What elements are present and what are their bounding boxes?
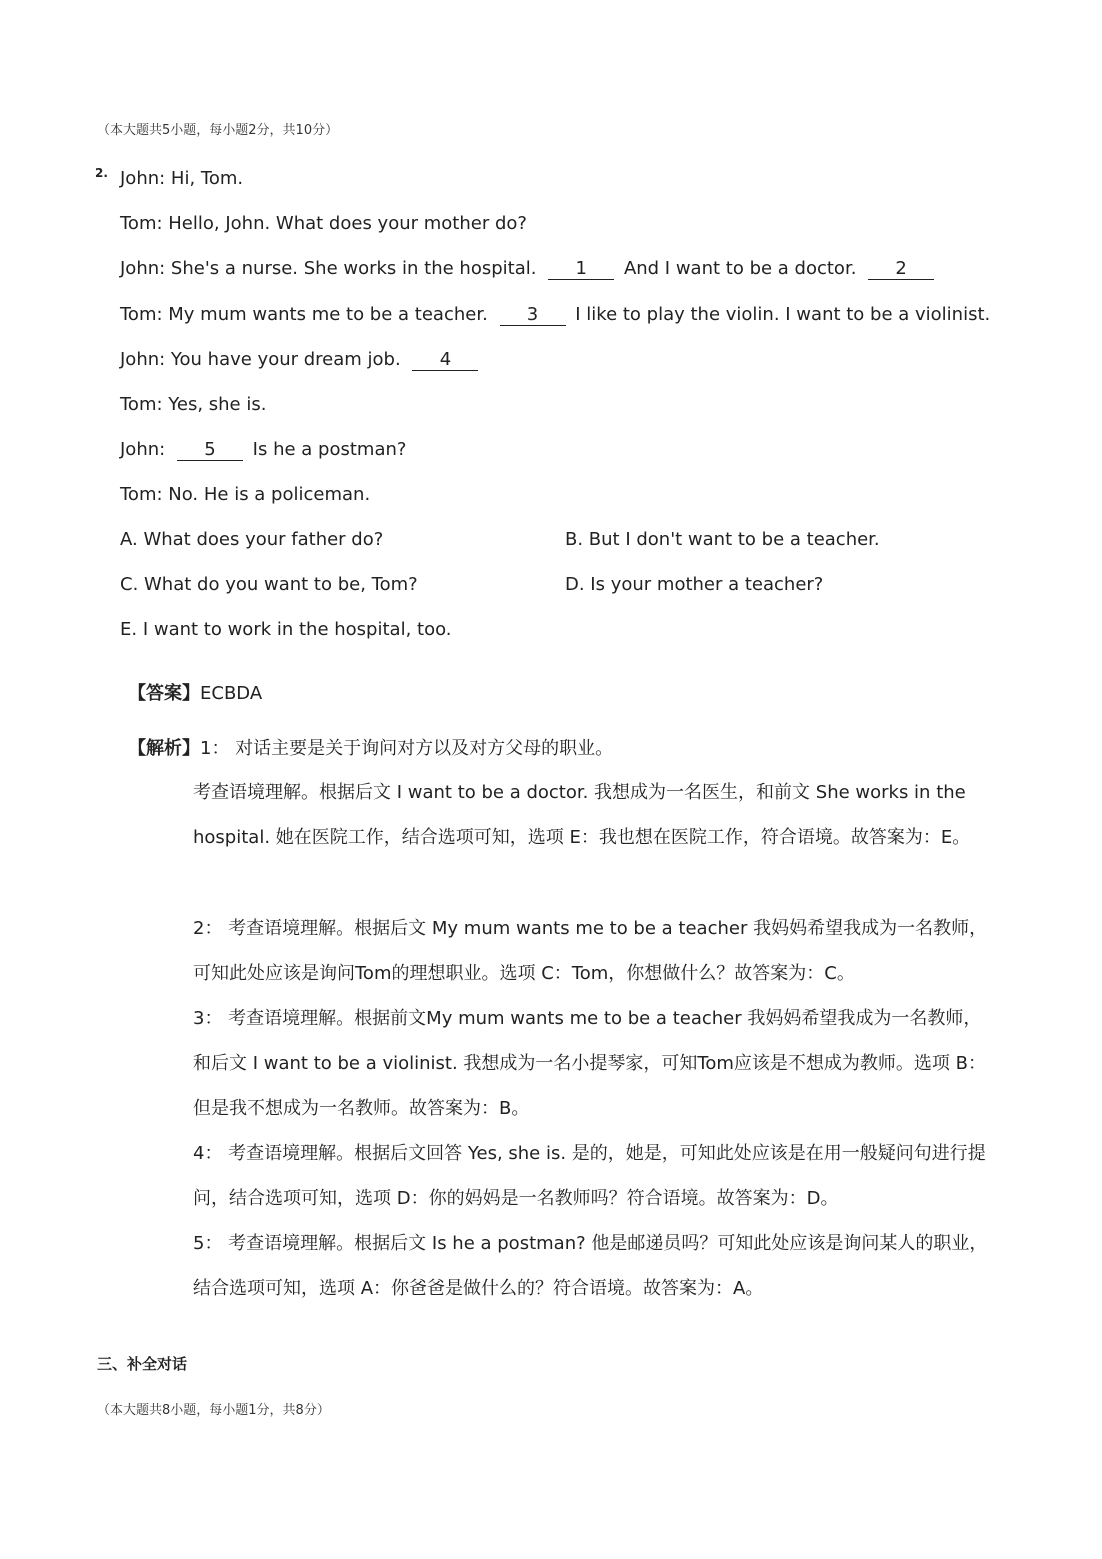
dialogue-text: I like to play the violin. I want to be a violinist. [575,304,991,325]
dialogue-line-5 [120,348,482,372]
dialogue-line-7 [120,438,406,462]
analysis-header [128,737,613,761]
blank-4: 4 [412,350,478,371]
option-c: C. What do you want to be, Tom? [120,574,418,595]
dialogue-text: John: [120,439,166,460]
dialogue-text: Is he a postman? [252,439,407,460]
blank-1: 1 [548,259,614,280]
answer-value: ECBDA [200,683,263,704]
dialogue-line-2: Tom: Hello, John. What does your mother do? [120,213,527,234]
option-a: A. What does your father do? [120,529,384,550]
dialogue-line-4 [120,303,990,327]
dialogue-line-8: Tom: No. He is a policeman. [120,484,371,505]
analysis-intro: 1： 对话主要是关于询问对方以及对方父母的职业。 [200,738,614,759]
dialogue-line-6: Tom: Yes, she is. [120,394,267,415]
dialogue-text: Tom: My mum wants me to be a teacher. [120,304,488,325]
analysis-label: 【解析】 [128,738,200,759]
blank-3: 3 [500,305,566,326]
dialogue-text: John: She's a nurse. She works in the hospital. [120,258,537,279]
section-score-note: （本大题共8小题，每小题1分，共8分） [97,1403,330,1418]
answer-label: 【答案】 [128,683,200,704]
dialogue-text: And I want to be a doctor. [623,258,857,279]
analysis-paragraph-1: 考查语境理解。根据后文 I want to be a doctor. 我想成为一名医生，和前文 She works in the hospital. 她在医院工作，结合选项可知，选项 E：我也想在医院工作，符合语境。故答案为：E。 [193,782,971,848]
analysis-paragraph-4: 4： 考查语境理解。根据后文回答 Yes, she is. 是的，她是，可知此处应该是在用一般疑问句进行提问，结合选项可知，选项 D：你的妈妈是一名教师吗？符合语境。故答案为：D。 [193,1143,986,1209]
option-e: E. I want to work in the hospital, too. [120,619,452,640]
dialogue-line-1: John: Hi, Tom. [120,168,244,189]
score-note: （本大题共5小题，每小题2分，共10分） [97,123,339,138]
question-number: 2. [95,166,108,180]
analysis-paragraph-2: 2： 考查语境理解。根据后文 My mum wants me to be a teacher 我妈妈希望我成为一名教师，可知此处应该是询问Tom的理想职业。选项 C：Tom，你想做什么？故答案为：C。 [193,918,988,984]
dialogue-text: John: You have your dream job. [120,349,401,370]
option-b: B. But I don't want to be a teacher. [565,529,880,550]
dialogue-line-3 [120,257,938,281]
analysis-paragraph-5: 5： 考查语境理解。根据后文 Is he a postman? 他是邮递员吗？可知此处应该是询问某人的职业，结合选项可知，选项 A：你爸爸是做什么的？符合语境。故答案为：A。 [193,1233,988,1299]
option-d: D. Is your mother a teacher? [565,574,824,595]
blank-2: 2 [868,259,934,280]
analysis-paragraph-3: 3： 考查语境理解。根据前文My mum wants me to be a teacher 我妈妈希望我成为一名教师，和后文 I want to be a violinist. 我想成为一名小提琴家，可知Tom应该是不想成为教师。选项 B：但是我不想成为一名教师。故答案为：B。 [193,1008,986,1119]
answer-row [128,682,262,706]
section-title: 三、补全对话 [97,1355,188,1373]
blank-5: 5 [177,440,243,461]
